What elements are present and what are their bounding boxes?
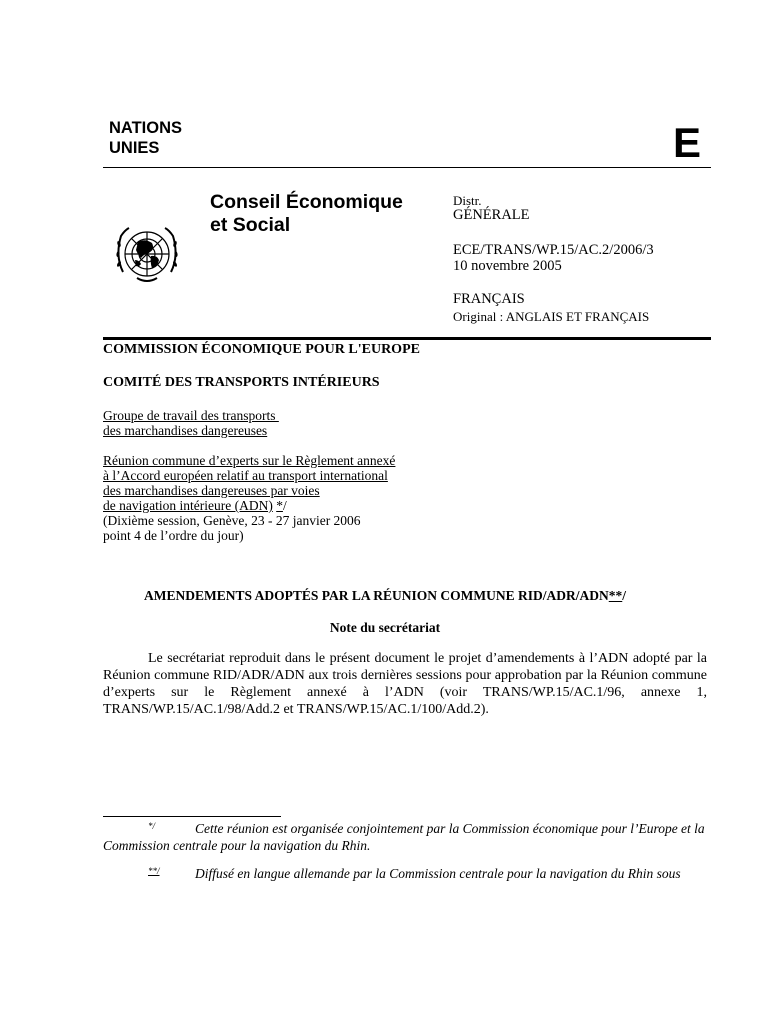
council-name	[210, 191, 403, 237]
footnote-separator	[103, 816, 281, 817]
header-divider	[103, 167, 711, 168]
original-language: Original : ANGLAIS ET FRANÇAIS	[453, 309, 650, 324]
org-line-1: NATIONS	[109, 119, 183, 137]
agenda-line: point 4 de l’ordre du jour)	[103, 528, 244, 543]
org-line-2: UNIES	[109, 139, 160, 157]
footnote-2-text: Diffusé en langue allemande par la Commission centrale pour la navigation du Rhin sous	[195, 866, 681, 881]
meeting-line-2: à l’Accord européen relatif au transport international	[103, 468, 388, 483]
footnote-ref-1[interactable]: *	[276, 498, 283, 513]
council-line-2: et Social	[210, 214, 291, 236]
footnote-1	[103, 820, 707, 854]
meeting-line-1: Réunion commune d’experts sur le Règlement annexé	[103, 453, 396, 468]
footnote-2-mark: **/	[148, 866, 160, 876]
footnote-2	[103, 865, 707, 882]
document-date: 10 novembre 2005	[453, 258, 562, 274]
meeting-line-4	[103, 498, 395, 513]
footnote-ref-1-slash: /	[282, 498, 287, 513]
document-series-letter: E	[673, 119, 702, 166]
footnote-1-mark: */	[148, 821, 156, 831]
document-title	[0, 588, 770, 604]
document-symbol: ECE/TRANS/WP.15/AC.2/2006/3	[453, 242, 654, 258]
distr-label: Distr.	[453, 193, 482, 208]
working-group	[103, 408, 279, 438]
organization-name	[109, 118, 182, 158]
metadata-divider	[103, 337, 711, 340]
document-language: FRANÇAIS	[453, 291, 525, 307]
council-line-1: Conseil Économique	[210, 191, 403, 213]
meeting-block	[103, 453, 395, 543]
document-title-text: AMENDEMENTS ADOPTÉS PAR LA RÉUNION COMMUNE RID/ADR/ADN	[143, 588, 609, 603]
footnote-1-text: Cette réunion est organisée conjointement par la Commission économique pour l’Europe et la Commission centrale pour la navigation du Rhin.	[103, 821, 705, 853]
meeting-line-3: des marchandises dangereuses par voies	[103, 483, 320, 498]
note-heading: Note du secrétariat	[329, 620, 441, 635]
working-group-line-1: Groupe de travail des transports	[103, 408, 279, 423]
commission-heading: COMMISSION ÉCONOMIQUE POUR L'EUROPE	[103, 342, 420, 357]
footnote-ref-2-slash: /	[622, 588, 627, 603]
session-line: (Dixième session, Genève, 23 - 27 janvier 2006	[103, 513, 361, 528]
working-group-line-2: des marchandises dangereuses	[103, 423, 268, 438]
committee-heading: COMITÉ DES TRANSPORTS INTÉRIEURS	[103, 375, 380, 390]
body-paragraph: Le secrétariat reproduit dans le présent document le projet d’amendements à l’ADN adopté par la Réunion commune RID/ADR/ADN aux trois dernières sessions pour approbation par la Réunion commune d’experts sur le Règlement annexé à l’ADN (voir TRANS/WP.15/AC.1/96, annexe 1, TRANS/WP.15/AC.1/98/Add.2 et TRANS/WP.15/AC.1/100/Add.2).	[103, 651, 707, 717]
footnote-ref-2[interactable]: **	[608, 588, 623, 603]
distr-value: GÉNÉRALE	[453, 207, 530, 223]
un-emblem-icon	[107, 222, 187, 290]
meeting-line-4-text: de navigation intérieure (ADN)	[103, 498, 273, 513]
